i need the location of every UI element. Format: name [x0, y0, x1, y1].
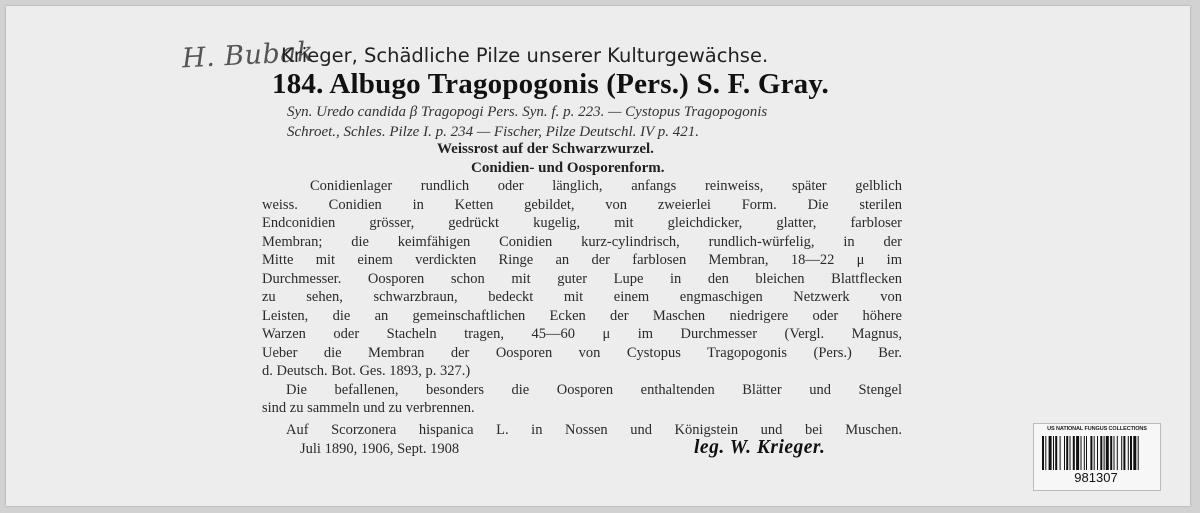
- description-line: Ueber die Membran der Oosporen von Cystopus Tragopogonis (Pers.) Ber.: [262, 344, 902, 361]
- advice-line: Die befallenen, besonders die Oosporen enthaltenden Blätter und Stengel: [286, 381, 902, 398]
- collection-dates: Juli 1890, 1906, Sept. 1908: [300, 441, 460, 457]
- synonymy-line: Syn. Uredo candida β Tragopogi Pers. Syn. f. p. 223. — Cystopus Tragopogonis: [287, 104, 768, 120]
- description-line: weiss. Conidien in Ketten gebildet, von zweierlei Form. Die sterilen: [262, 196, 902, 213]
- species-heading: 184. Albugo Tragopogonis (Pers.) S. F. Gray.: [272, 68, 829, 100]
- collector-name: leg. W. Krieger.: [694, 437, 826, 458]
- advice-line: sind zu sammeln und zu verbrennen.: [262, 400, 475, 416]
- barcode-caption: US NATIONAL FUNGUS COLLECTIONS: [1047, 426, 1147, 432]
- spore-form: Conidien- und Oosporenform.: [471, 160, 665, 176]
- barcode-number: 981307: [1074, 470, 1118, 485]
- description-line: Endconidien grösser, gedrückt kugelig, mit gleichdicker, glatter, farbloser: [262, 215, 902, 231]
- description-line: d. Deutsch. Bot. Ges. 1893, p. 327.): [262, 363, 471, 379]
- description-line: Mitte mit einem verdickten Ringe an der farblosen Membran, 18—22 μ im: [262, 252, 902, 268]
- description-line: Membran; die keimfähigen Conidien kurz-cylindrisch, rundlich-würfelig, in der: [262, 233, 902, 250]
- common-name: Weissrost auf der Schwarzwurzel.: [437, 141, 654, 157]
- synonymy-line: Schroet., Schles. Pilze I. p. 234 — Fischer, Pilze Deutschl. IV p. 421.: [287, 124, 700, 140]
- description-line: Durchmesser. Oosporen schon mit guter Lupe in den bleichen Blattflecken: [262, 270, 902, 287]
- description-line: Leisten, die an gemeinschaftlichen Ecken der Maschen niedrigere oder höhere: [262, 307, 902, 324]
- barcode-icon: [1042, 436, 1152, 470]
- series-title: Krieger, Schädliche Pilze unserer Kulturgewächse.: [281, 44, 769, 67]
- description-line: Conidienlager rundlich oder länglich, anfangs reinweiss, später gelblich: [310, 178, 902, 194]
- locality-line: Auf Scorzonera hispanica L. in Nossen und Königstein und bei Muschen.: [286, 422, 902, 438]
- handwritten-annotation: H. Bubak: [181, 36, 315, 75]
- description-line: Warzen oder Stacheln tragen, 45—60 μ im Durchmesser (Vergl. Magnus,: [262, 326, 902, 342]
- barcode-label: [1033, 423, 1161, 491]
- description-line: zu sehen, schwarzbraun, bedeckt mit einem engmaschigen Netzwerk von: [262, 289, 902, 305]
